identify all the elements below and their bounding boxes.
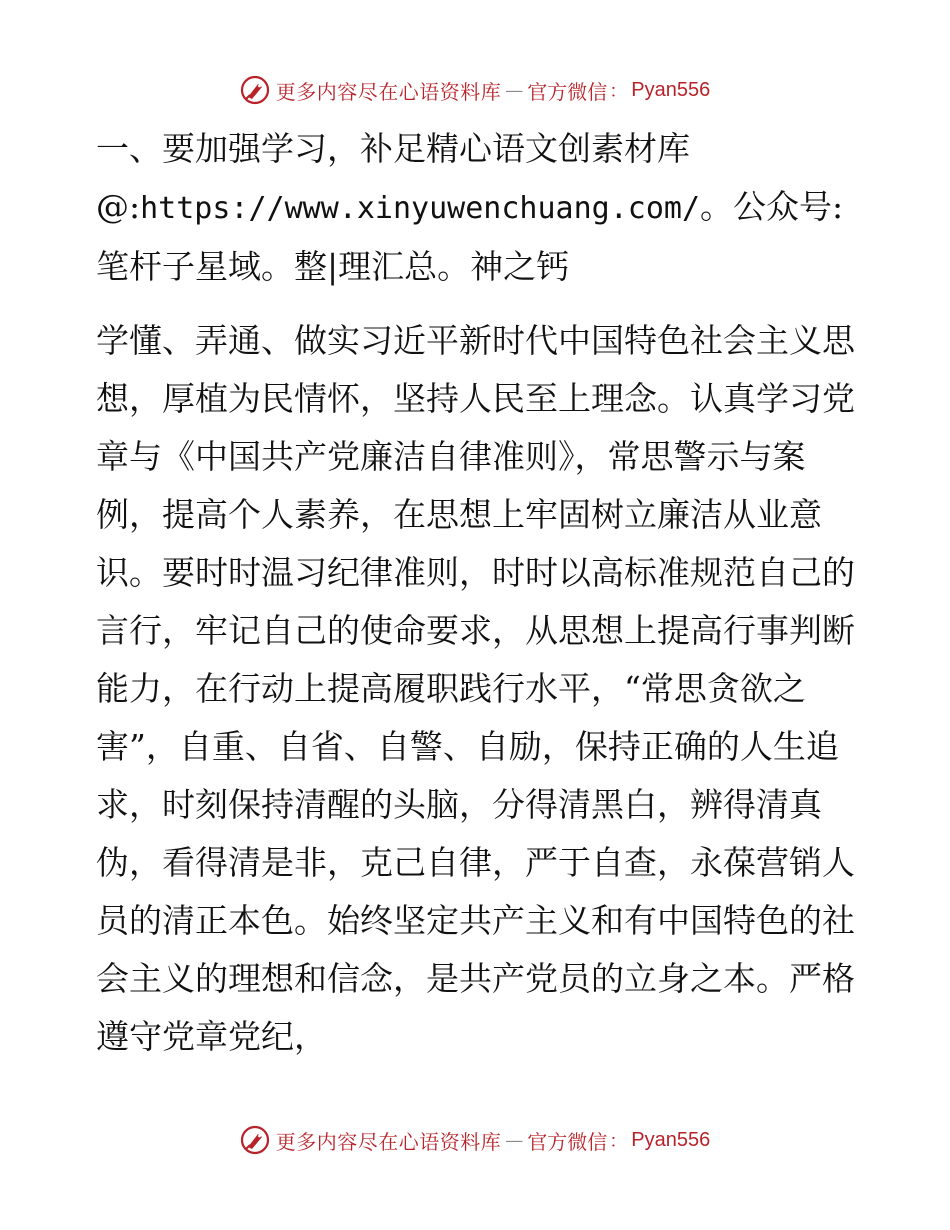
banner-site-text: 更多内容尽在心语资料库 [275, 1129, 502, 1154]
pen-nib-logo-icon [240, 75, 270, 105]
paragraph-2: 学懂、弄通、做实习近平新时代中国特色社会主义思想，厚植为民情怀，坚持人民至上理念。认真学习党章与《中国共产党廉洁自律准则》，常思警示与案例，提高个人素养，在思想上牢固树立廉洁从业意识。要时时温习纪律准则，时时以高标准规范自己的言行，牢记自己的使命要求，从思想上提高行事判断能力，在行动上提高履职践行水平，“常思贪欲之害”，自重、自省、自警、自励，保持正确的人生追求，时刻保持清醒的头脑，分得清黑白，辨得清真伪，看得清是非，克己自律，严于自查，永葆营销人员的清正本色。始终坚定共产主义和有中国特色的社会主义的理想和信念，是共产党员的立身之本。严格遵守党章党纪， [96, 321, 855, 1056]
banner-official-label: 官方微信 [527, 1129, 608, 1154]
paragraph-1-suffix: 。公众号: 笔杆子星域。整|理汇总。神之钙 [96, 187, 844, 286]
pen-nib-logo-icon [240, 1125, 270, 1155]
banner-colon: ： [609, 81, 628, 102]
document-body [96, 120, 856, 1066]
banner-dash: — [505, 79, 524, 101]
paragraph-1-prefix: 一、要加强学习，补足精心语文创素材库@: [96, 129, 690, 226]
resource-url-link[interactable]: https://www.xinyuwenchuang.com/ [140, 191, 701, 226]
banner-official-label: 官方微信 [527, 79, 608, 104]
banner-site-text: 更多内容尽在心语资料库 [275, 79, 502, 104]
banner-account: Pyan556 [631, 1128, 711, 1151]
footer-banner [0, 1120, 950, 1160]
banner-colon: ： [609, 1131, 628, 1152]
header-banner [0, 70, 950, 110]
paragraph-1 [96, 120, 856, 296]
banner-dash: — [505, 1129, 524, 1151]
banner-account: Pyan556 [631, 78, 711, 101]
